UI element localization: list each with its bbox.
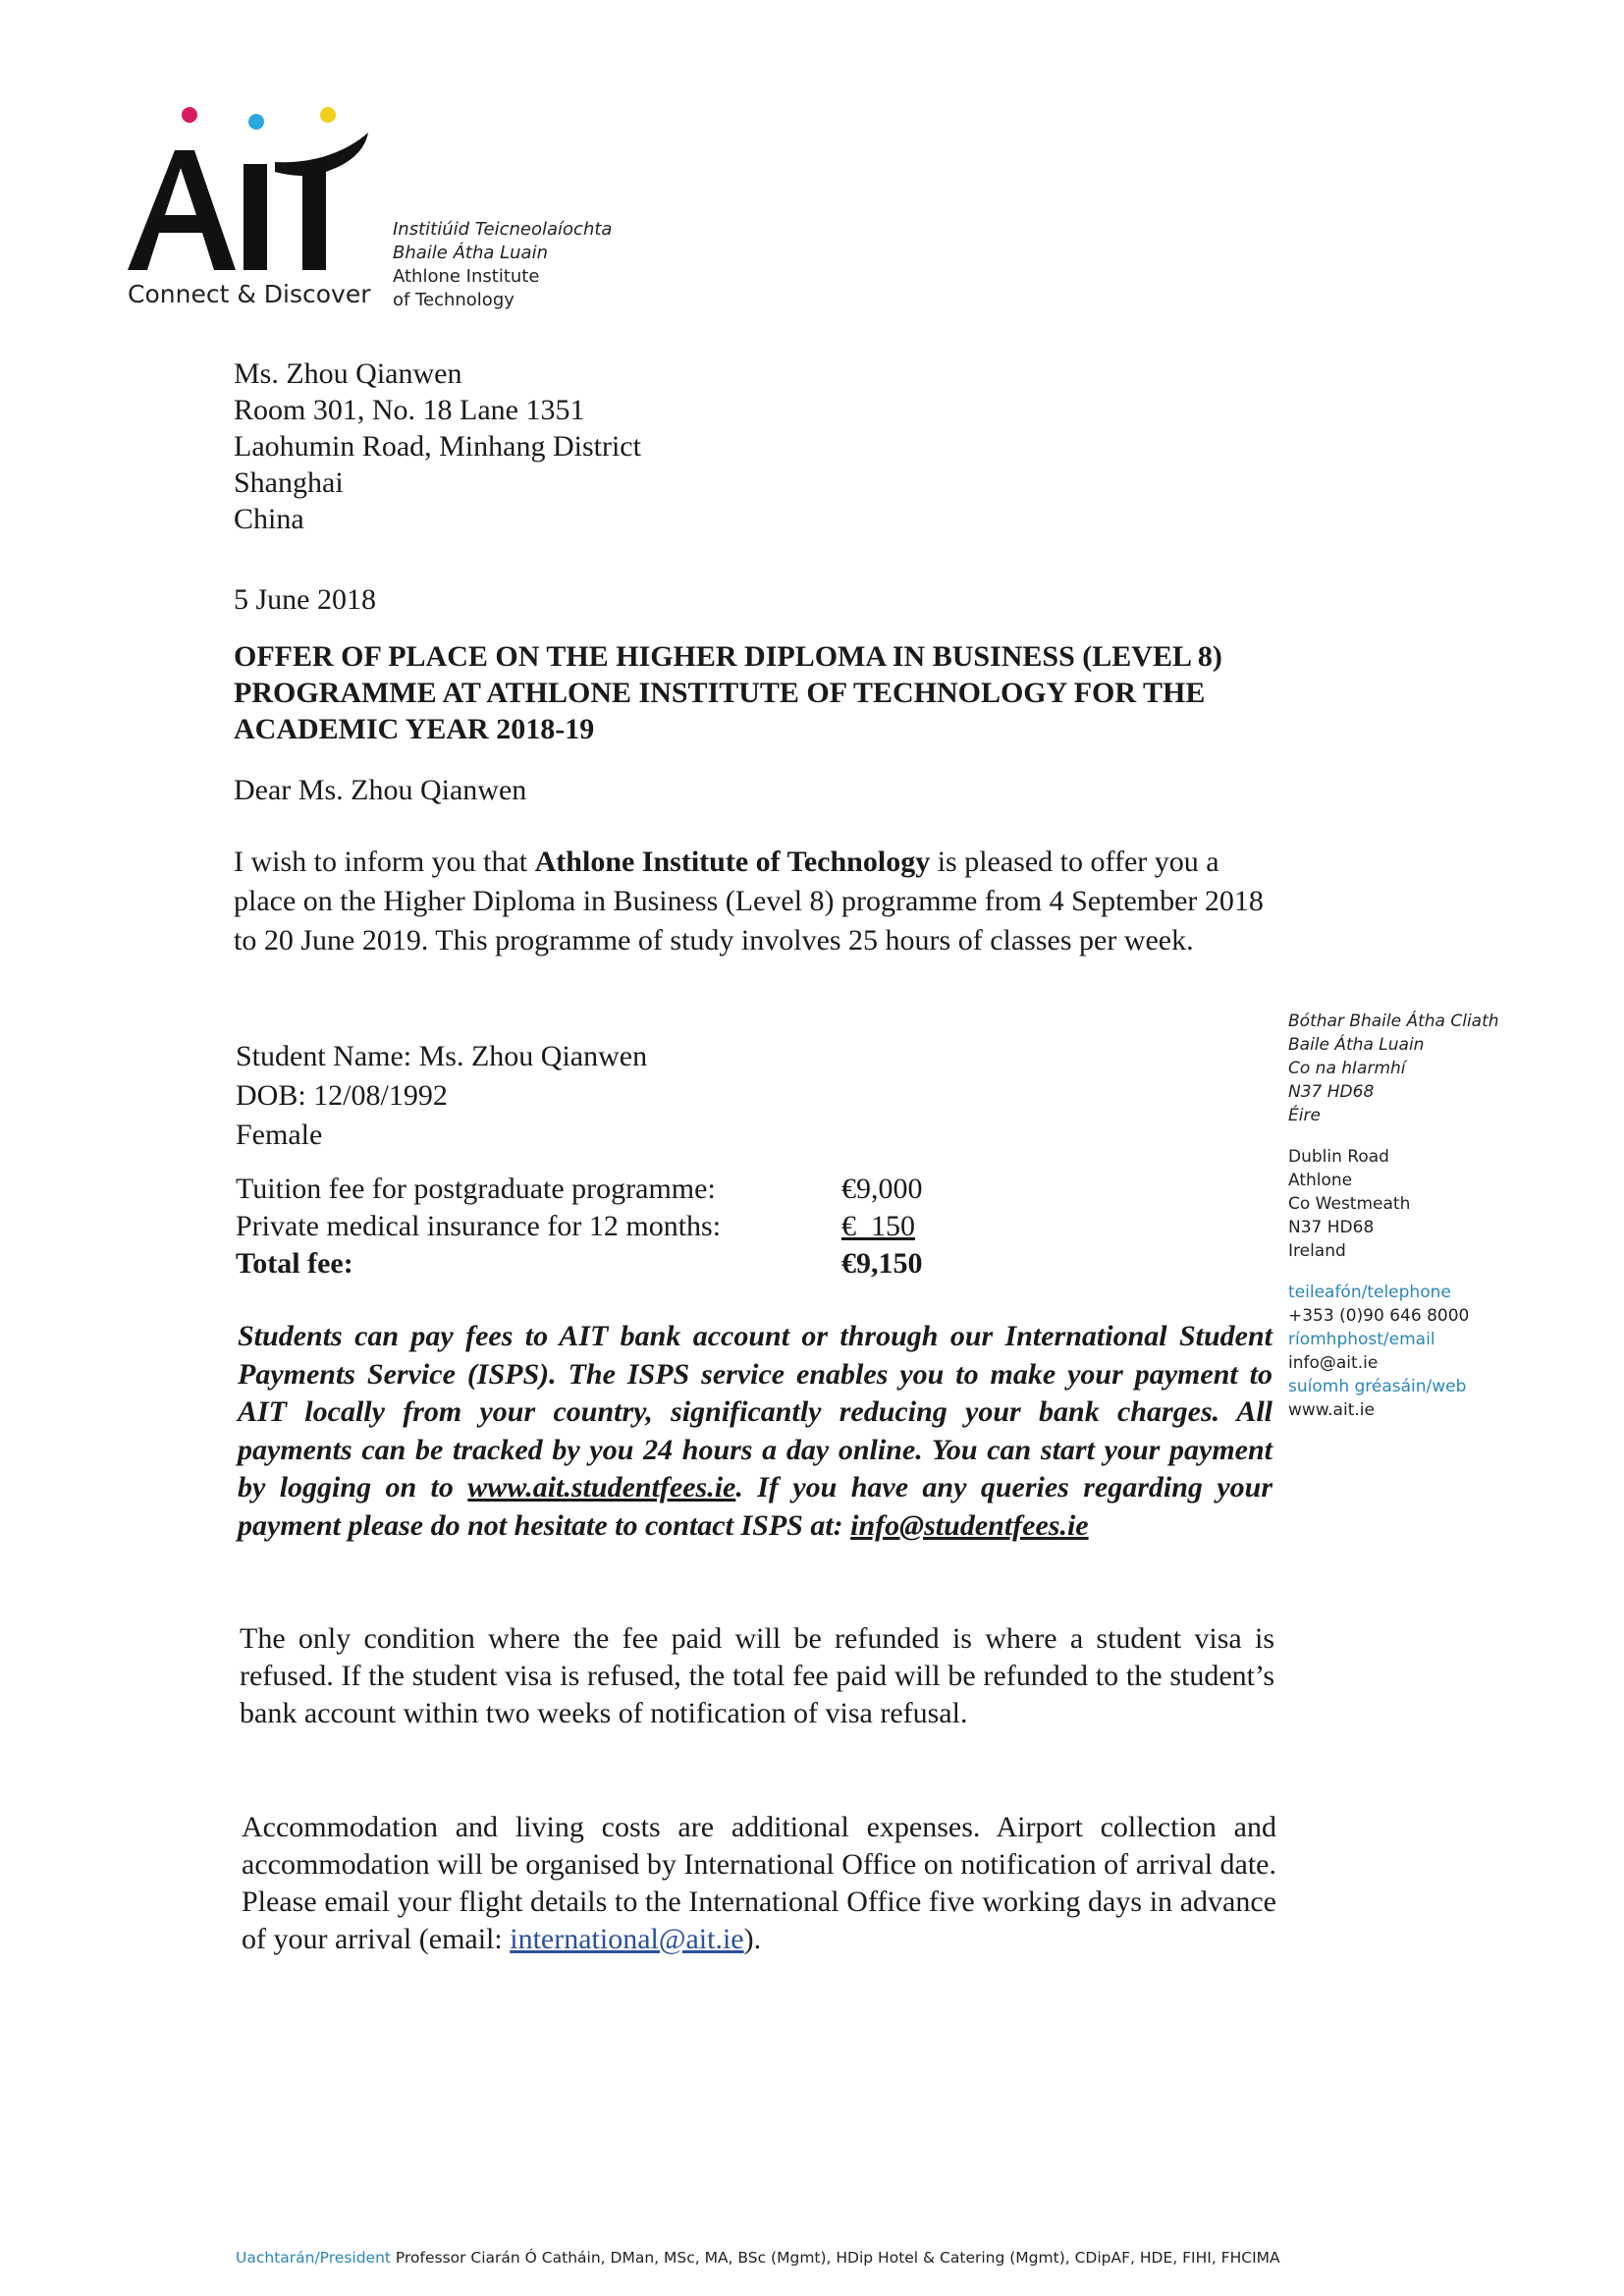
offer-text-before: I wish to inform you that (234, 846, 535, 878)
ait-logo (118, 103, 393, 319)
irish-address-line1: Bóthar Bhaile Átha Cliath (1288, 1011, 1499, 1031)
offer-institution-bold: Athlone Institute of Technology (534, 846, 931, 878)
institution-english-line1: Athlone Institute (393, 266, 540, 287)
offer-text-after: is pleased to offer you a place on the Higher Diploma in Business (Level 8) programme from 4 September 2018 to 20 June 2019. This programme of study involves 25 hours of classes per week. (234, 846, 1264, 957)
recipient-city: Shanghai (234, 466, 344, 499)
fee-row-tuition (236, 1171, 943, 1208)
insurance-label: Private medical insurance for 12 months: (236, 1210, 722, 1242)
subject-line3: ACADEMIC YEAR 2018-19 (234, 713, 595, 745)
logo-dot-yellow (320, 107, 336, 123)
irish-address-line3: Co na hIarmhí (1288, 1059, 1406, 1078)
logo-tagline: Connect & Discover (128, 280, 371, 308)
recipient-address (234, 355, 641, 537)
accommodation-text: Accommodation and living costs are additional expenses. Airport collection and accommodation will be organised by International Office on notification of arrival date. Please email your flight details to the International Office five working days in advance of your arrival (email: (242, 1811, 1276, 1955)
payment-text: Students can pay fees to AIT bank account or through our International Student Payments Service (ISPS). The ISPS service enables you to make your payment to AIT locally from your country, significantly reducing your bank charges. All payments can be tracked by you 24 hours a day online. You can start your payment by logging on to (238, 1320, 1272, 1503)
english-address-line2: Athlone (1288, 1171, 1353, 1190)
logo-dot-pink (182, 107, 197, 123)
recipient-name: Ms. Zhou Qianwen (234, 357, 462, 390)
total-label: Total fee: (236, 1247, 353, 1280)
footer-label: Uachtarán/President (236, 2249, 391, 2267)
english-address-line3: Co Westmeath (1288, 1194, 1411, 1214)
english-address-line4: N37 HD68 (1288, 1218, 1375, 1237)
telephone-label: teileafón/telephone (1288, 1283, 1451, 1302)
institution-name (393, 218, 612, 312)
institution-irish-line2: Bhaile Átha Luain (393, 243, 548, 263)
student-details (236, 1037, 647, 1155)
president-footer (236, 2249, 1280, 2267)
irish-address-line5: Éire (1288, 1106, 1321, 1125)
insurance-value: € 150 (841, 1210, 915, 1242)
recipient-address-line1: Room 301, No. 18 Lane 1351 (234, 394, 585, 426)
english-address-line5: Ireland (1288, 1241, 1346, 1261)
offer-paragraph (234, 843, 1274, 960)
recipient-address-line2: Laohumin Road, Minhang District (234, 430, 641, 463)
institution-english-line2: of Technology (393, 290, 514, 310)
salutation: Dear Ms. Zhou Qianwen (234, 774, 527, 806)
logo-letter-a (128, 150, 236, 270)
logo-dot-blue (248, 114, 264, 130)
total-value: €9,150 (841, 1247, 923, 1280)
isps-email-link[interactable]: info@studentfees.ie (850, 1508, 1089, 1542)
footer-text: Professor Ciarán Ó Catháin, DMan, MSc, MA, BSc (Mgmt), HDip Hotel & Catering (Mgmt), CDipAF, HDE, FIHI, FHCIMA (390, 2249, 1280, 2267)
irish-address-line2: Baile Átha Luain (1288, 1035, 1425, 1055)
international-email-link[interactable]: international@ait.ie (510, 1923, 744, 1955)
refund-paragraph: The only condition where the fee paid will be refunded is where a student visa is refused. If the student visa is refused, the total fee paid will be refunded to the student’s bank account within two weeks of notification of visa refusal. (240, 1622, 1274, 1729)
fee-row-insurance (236, 1208, 943, 1245)
subject-line1: OFFER OF PLACE ON THE HIGHER DIPLOMA IN BUSINESS (LEVEL 8) (234, 640, 1222, 673)
irish-address-line4: N37 HD68 (1288, 1082, 1375, 1102)
logo-letter-i (244, 164, 267, 270)
email-label: ríomhphost/email (1288, 1330, 1435, 1349)
accommodation-paragraph (242, 1809, 1276, 1958)
payment-text-middle: . If you have any queries regarding your payment please do not hesitate to contact ISPS at: (238, 1471, 1272, 1542)
student-name: Student Name: Ms. Zhou Qianwen (236, 1040, 648, 1072)
accommodation-text-end: ). (743, 1923, 762, 1955)
contact-sidebar (1288, 1010, 1499, 1422)
english-address-line1: Dublin Road (1288, 1147, 1389, 1167)
logo-letter-t (275, 133, 368, 270)
letter-date: 5 June 2018 (234, 583, 376, 616)
letter-subject (234, 638, 1274, 747)
fee-table (236, 1171, 943, 1283)
ait-logo-mark (118, 103, 393, 280)
contact-email[interactable]: info@ait.ie (1288, 1353, 1379, 1373)
fee-row-total (236, 1245, 943, 1283)
student-dob: DOB: 12/08/1992 (236, 1079, 448, 1112)
payment-paragraph (238, 1318, 1272, 1545)
student-gender: Female (236, 1119, 323, 1151)
telephone-number[interactable]: +353 (0)90 646 8000 (1288, 1306, 1470, 1326)
web-label: suíomh gréasáin/web (1288, 1377, 1467, 1396)
subject-line2: PROGRAMME AT ATHLONE INSTITUTE OF TECHNOLOGY FOR THE (234, 677, 1206, 709)
contact-website[interactable]: www.ait.ie (1288, 1400, 1375, 1420)
recipient-country: China (234, 503, 304, 535)
institution-irish-line1: Institiúid Teicneolaíochta (393, 219, 613, 240)
tuition-label: Tuition fee for postgraduate programme: (236, 1173, 716, 1205)
tuition-value: €9,000 (841, 1173, 923, 1205)
studentfees-link[interactable]: www.ait.studentfees.ie (467, 1471, 736, 1503)
